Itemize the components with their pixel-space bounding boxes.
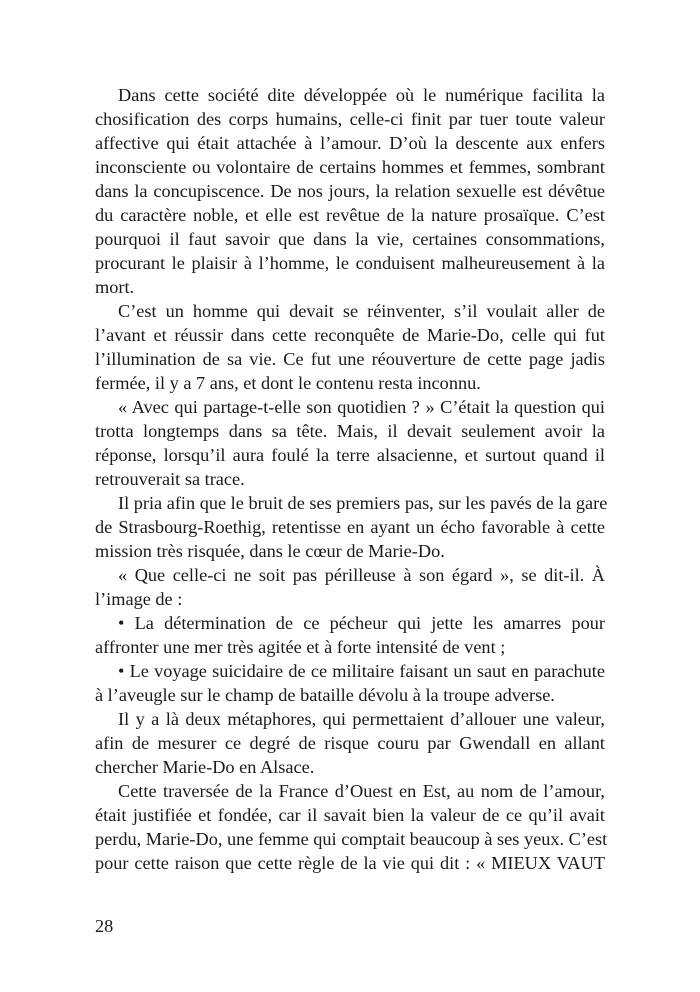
text-line: chercher Marie-Do en Alsace. (95, 757, 315, 777)
page-number: 28 (95, 916, 114, 936)
text-line: réponse, lorsqu’il aura foulé la terre alsacienne, et surtout quand il (95, 445, 605, 465)
text-line: procurant le plaisir à l’homme, le conduisent malheureusement à la (95, 253, 605, 273)
text-line: trotta longtemps dans sa tête. Mais, il devait seulement avoir la (95, 421, 605, 441)
text-line: retrouverait sa trace. (95, 469, 245, 489)
text-line: inconsciente ou volontaire de certains hommes et femmes, sombrant (95, 157, 605, 177)
text-line: fermée, il y a 7 ans, et dont le contenu resta inconnu. (95, 373, 481, 393)
text-line: de Strasbourg-Roethig, retentisse en ayant un écho favorable à cette (95, 517, 605, 537)
paragraph (95, 707, 605, 779)
text-line: mort. (95, 277, 135, 297)
text-line: afin de mesurer ce degré de risque couru par Gwendall en allant (95, 733, 605, 753)
text-line: Il pria afin que le bruit de ses premiers pas, sur les pavés de la gare (118, 493, 608, 513)
paragraph (95, 563, 605, 611)
text-line: affronter une mer très agitée et à forte intensité de vent ; (95, 637, 506, 657)
text-line: • Le voyage suicidaire de ce militaire faisant un saut en parachute (118, 661, 605, 681)
text-line: pour cette raison que cette règle de la vie qui dit : « MIEUX VAUT (95, 853, 605, 873)
text-line: était justifiée et fondée, car il savait bien la valeur de ce qu’il avait (95, 805, 605, 825)
text-line: Dans cette société dite développée où le numérique facilita la (118, 85, 605, 105)
body-text (95, 83, 608, 875)
text-line: C’est un homme qui devait se réinventer, s’il voulait aller de (118, 301, 605, 321)
paragraph (95, 491, 608, 563)
text-line: dans la concupiscence. De nos jours, la relation sexuelle est dévêtue (95, 181, 605, 201)
text-line: du caractère noble, et elle est revêtue de la nature prosaïque. C’est (95, 205, 605, 225)
text-line: l’illumination de sa vie. Ce fut une réouverture de cette page jadis (95, 349, 605, 369)
text-line: affective qui était attachée à l’amour. D’où la descente aux enfers (95, 133, 605, 153)
text-line: l’avant et réussir dans cette reconquête de Marie-Do, celle qui fut (95, 325, 605, 345)
text-line: Cette traversée de la France d’Ouest en Est, au nom de l’amour, (118, 781, 605, 801)
paragraph (95, 83, 605, 299)
text-line: « Avec qui partage-t-elle son quotidien ? » C’était la question qui (118, 397, 605, 417)
paragraph (95, 611, 605, 659)
text-line: perdu, Marie-Do, une femme qui comptait beaucoup à ses yeux. C’est (95, 829, 608, 849)
paragraph (95, 659, 605, 707)
text-line: à l’aveugle sur le champ de bataille dévolu à la troupe adverse. (95, 685, 555, 705)
text-line: pourquoi il faut savoir que dans la vie, certaines consommations, (95, 229, 605, 249)
text-line: « Que celle-ci ne soit pas périlleuse à son égard », se dit-il. À (118, 565, 605, 585)
text-line: l’image de : (95, 589, 183, 609)
paragraph (95, 395, 605, 491)
text-line: chosification des corps humains, celle-ci finit par tuer toute valeur (95, 109, 605, 129)
paragraph (95, 299, 605, 395)
text-line: mission très risquée, dans le cœur de Marie-Do. (95, 541, 445, 561)
text-line: • La détermination de ce pécheur qui jette les amarres pour (118, 613, 605, 633)
text-line: Il y a là deux métaphores, qui permettaient d’allouer une valeur, (118, 709, 605, 729)
paragraph (95, 779, 608, 875)
